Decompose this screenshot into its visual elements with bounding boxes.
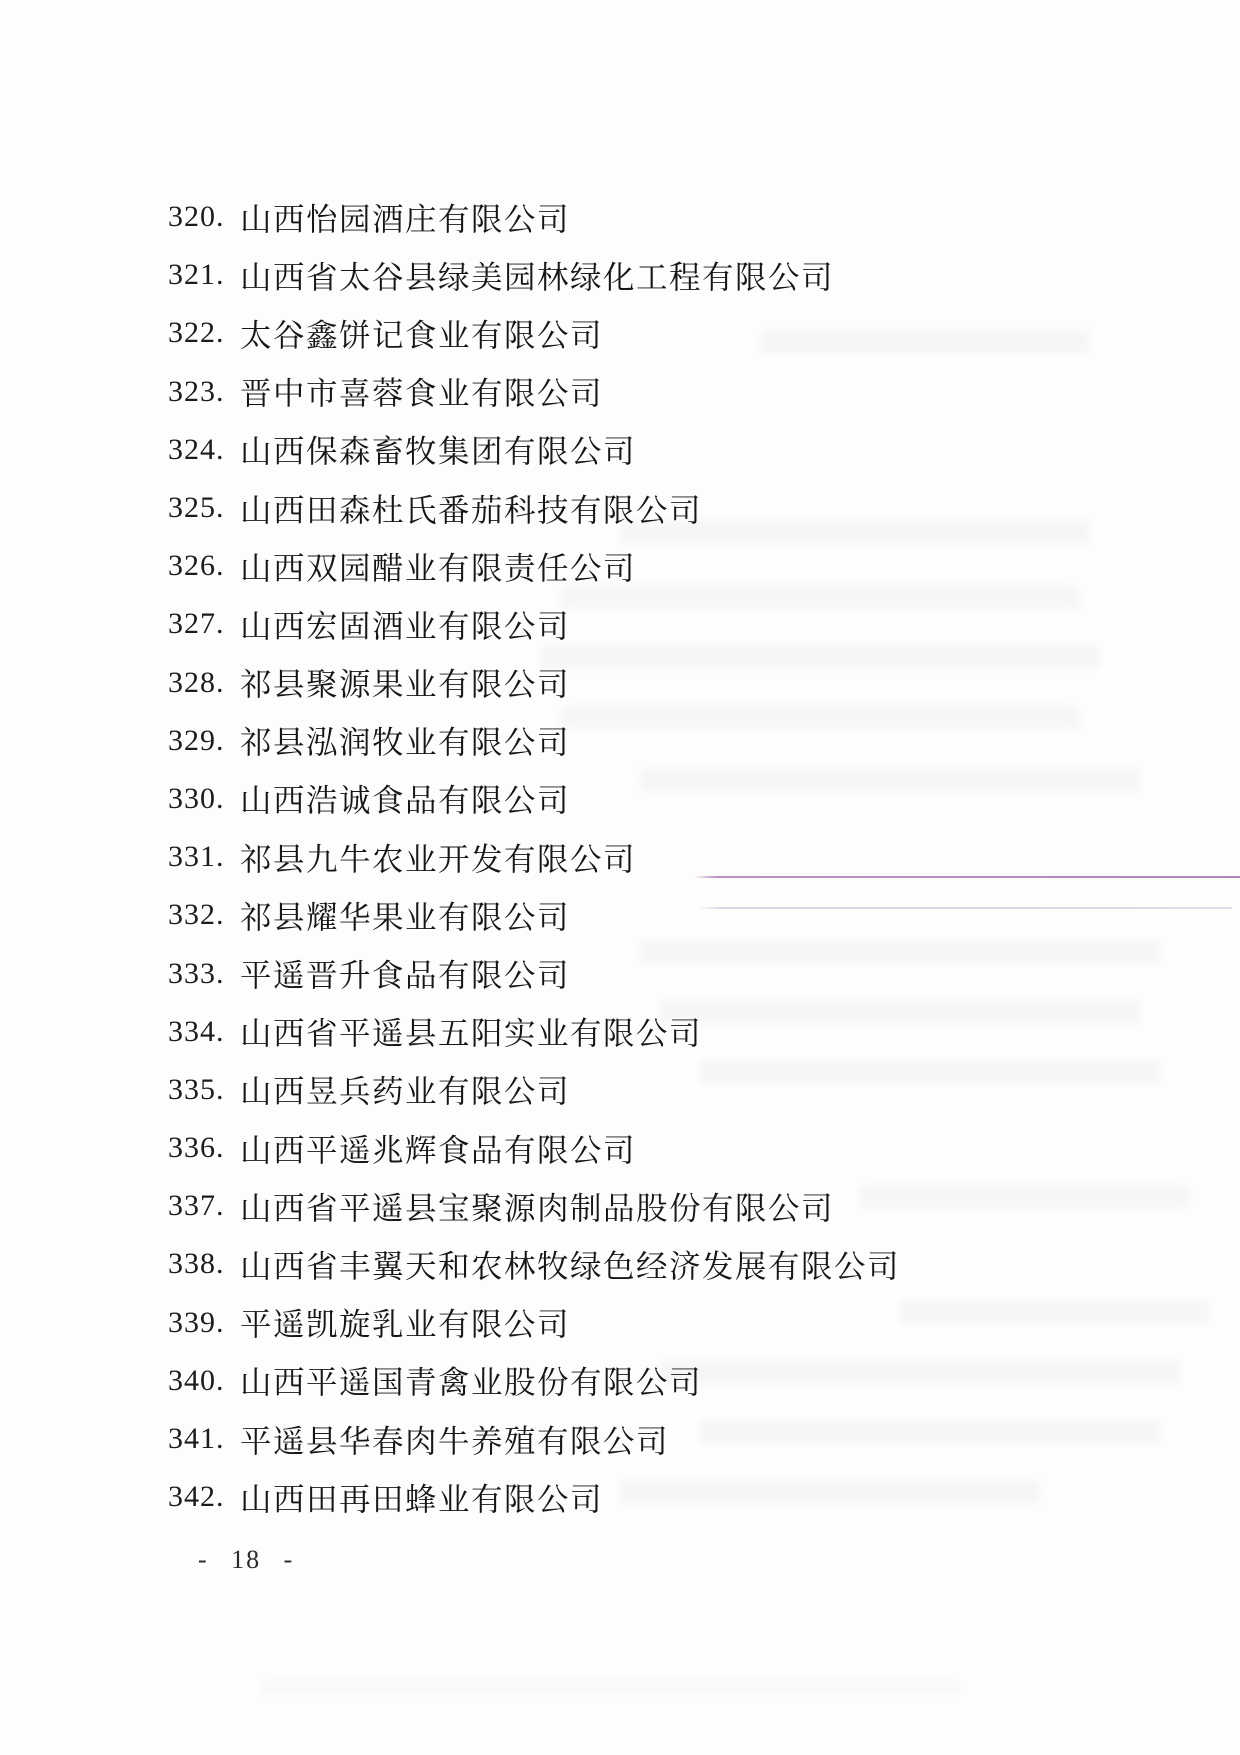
company-name: 山西平遥国青禽业股份有限公司 — [240, 1365, 703, 1401]
item-number: 338. — [168, 1247, 225, 1281]
item-number: 331. — [168, 840, 225, 874]
company-name: 山西省太谷县绿美园林绿化工程有限公司 — [240, 259, 835, 295]
item-number: 320. — [168, 200, 225, 234]
item-number: 336. — [168, 1131, 225, 1165]
item-number: 334. — [168, 1014, 225, 1048]
item-number: 325. — [168, 491, 225, 525]
item-number: 342. — [168, 1480, 225, 1514]
company-name: 山西昱兵药业有限公司 — [240, 1074, 571, 1110]
item-number: 333. — [168, 956, 225, 990]
company-name: 平遥晋升食品有限公司 — [240, 958, 571, 994]
item-number: 326. — [168, 549, 225, 583]
item-number: 335. — [168, 1072, 225, 1106]
company-name: 山西平遥兆辉食品有限公司 — [240, 1132, 637, 1168]
list-item — [168, 363, 900, 421]
list-item — [168, 886, 900, 944]
item-number: 322. — [168, 316, 225, 350]
list-item — [168, 1294, 900, 1352]
company-name: 山西田森杜氏番茄科技有限公司 — [240, 492, 703, 528]
item-number: 324. — [168, 432, 225, 466]
list-item — [168, 828, 900, 886]
list-item — [168, 1003, 900, 1061]
company-list — [168, 188, 900, 1526]
company-name: 山西浩诚食品有限公司 — [240, 783, 571, 819]
company-name: 山西怡园酒庄有限公司 — [240, 201, 571, 237]
list-item — [168, 1410, 900, 1468]
company-name: 祁县耀华果业有限公司 — [240, 899, 571, 935]
item-number: 327. — [168, 607, 225, 641]
list-item — [168, 595, 900, 653]
item-number: 341. — [168, 1422, 225, 1456]
list-item — [168, 246, 900, 304]
item-number: 339. — [168, 1305, 225, 1339]
list-item — [168, 712, 900, 770]
list-item — [168, 537, 900, 595]
company-name: 山西保森畜牧集团有限公司 — [240, 434, 637, 470]
item-number: 321. — [168, 258, 225, 292]
company-name: 祁县聚源果业有限公司 — [240, 667, 571, 703]
company-name: 平遥凯旋乳业有限公司 — [240, 1307, 571, 1343]
company-name: 晋中市喜蓉食业有限公司 — [240, 376, 604, 412]
item-number: 329. — [168, 723, 225, 757]
list-item — [168, 1061, 900, 1119]
list-item — [168, 770, 900, 828]
bleedthrough-artifact — [900, 1300, 1210, 1324]
item-number: 332. — [168, 898, 225, 932]
company-name: 山西省丰翼天和农林牧绿色经济发展有限公司 — [240, 1248, 901, 1284]
company-name: 祁县泓润牧业有限公司 — [240, 725, 571, 761]
company-name: 山西宏固酒业有限公司 — [240, 608, 571, 644]
list-item — [168, 944, 900, 1002]
company-name: 山西双园醋业有限责任公司 — [240, 550, 637, 586]
list-item — [168, 1177, 900, 1235]
company-name: 祁县九牛农业开发有限公司 — [240, 841, 637, 877]
list-item — [168, 1352, 900, 1410]
company-name: 山西田再田蜂业有限公司 — [240, 1481, 604, 1517]
item-number: 337. — [168, 1189, 225, 1223]
item-number: 340. — [168, 1363, 225, 1397]
list-item — [168, 479, 900, 537]
bleedthrough-artifact — [860, 1185, 1190, 1209]
list-item — [168, 1235, 900, 1293]
list-item — [168, 188, 900, 246]
item-number: 323. — [168, 374, 225, 408]
page-number: - 18 - — [198, 1545, 295, 1574]
company-name: 太谷鑫饼记食业有限公司 — [240, 317, 604, 353]
item-number: 330. — [168, 781, 225, 815]
company-name: 山西省平遥县宝聚源肉制品股份有限公司 — [240, 1190, 835, 1226]
list-item — [168, 421, 900, 479]
bleedthrough-artifact — [260, 1680, 960, 1694]
item-number: 328. — [168, 665, 225, 699]
list-item — [168, 304, 900, 362]
company-name: 山西省平遥县五阳实业有限公司 — [240, 1016, 703, 1052]
list-item — [168, 1468, 900, 1526]
company-name: 平遥县华春肉牛养殖有限公司 — [240, 1423, 670, 1459]
list-item — [168, 1119, 900, 1177]
list-item — [168, 654, 900, 712]
